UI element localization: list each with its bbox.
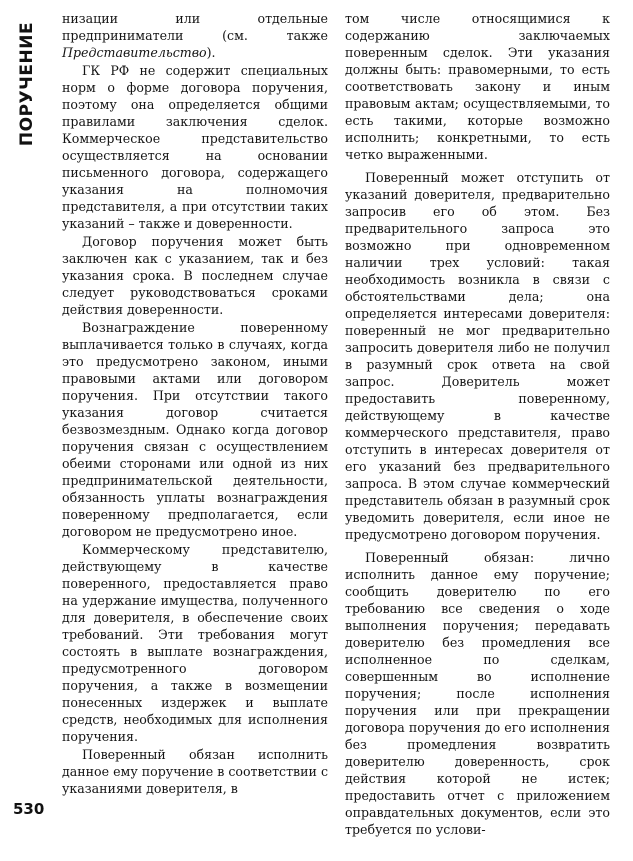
- page-number: 530: [13, 800, 45, 818]
- section-header-text: ПОРУЧЕНИЕ: [17, 21, 38, 147]
- paragraph-left-6: Поверенный обязан исполнить данное ему поручение в соответствии с указаниями доверителя, в: [62, 747, 328, 796]
- paragraph-text: низации или отдельные предприниматели (см. также: [62, 11, 328, 43]
- paragraph-left-1: [62, 10, 328, 61]
- paragraph-left-2: ГК РФ не содержит специальных норм о форме договора поручения, поэтому она определяется общими правилами заключения сделок. Коммерческое представительство осуществляется на основании письменного договора, содержащего указания на полномочия представителя, а при отсутствии таких указаний – также и доверенности.: [62, 63, 328, 231]
- paragraph-left-4: Вознаграждение поверенному выплачивается только в случаях, когда это предусмотрено законом, иными правовыми актами или договором поручения. При отсутствии такого указания договор считается безвозмездным. Однако когда договор поручения связан с осуществлением обеими сторонами или одной из них предпринимательской деятельности, обязанность уплаты вознаграждения поверенному предполагается, если договором не предусмотрено иное.: [62, 320, 328, 539]
- right-column: [345, 10, 610, 838]
- left-column: [62, 10, 328, 797]
- paragraph-right-2: Поверенный может отступить от указаний доверителя, предварительно запросив его об этом. Без предварительного запроса это возможно при одновременном наличии трех условий: такая необходимость возникла в связи с обстоятельствами дела; она определяется интересами доверителя: поверенный не мог предварительно запросить доверителя либо не получил в разумный срок ответа на свой запрос. Доверитель может предоставить поверенному, действующему в качестве коммерческого представителя, право отступить в интересах доверителя от его указаний без предварительного запроса. В этом случае коммерческий представитель обязан в разумный срок уведомить доверителя, если иное не предусмотрено договором поручения.: [345, 170, 610, 542]
- paragraph-right-1: том числе относящимися к содержанию заключаемых поверенным сделок. Эти указания должны быть: правомерными, то есть соответствовать закону и иным правовым актам; осуществляемыми, то есть такими, которые возможно исполнить; конкретными, то есть четко выраженными.: [345, 11, 610, 162]
- paragraph-left-5: Коммерческому представителю, действующему в качестве поверенного, предоставляется право на удержание имущества, полученного для доверителя, в обеспечение своих требований. Эти требования могут состоять в выплате вознаграждения, предусмотренного договором поручения, а также в возмещении понесенных издержек и выплате средств, необходимых для исполнения поручения.: [62, 542, 328, 744]
- paragraph-left-3: Договор поручения может быть заключен как с указанием, так и без указания срока. В последнем случае следует руководствоваться сроками действия доверенности.: [62, 234, 328, 317]
- paragraph-text: ).: [206, 45, 216, 60]
- paragraph-right-3: Поверенный обязан: лично исполнить данное ему поручение; сообщить доверителю по его требованию все сведения о ходе выполнения поручения; передавать доверителю без промедления все исполненное по сделкам, совершенным во исполнение поручения; после исполнения поручения или при прекращении договора поручения до его исполнения без промедления возвратить доверителю доверенность, срок действия которой не истек; предоставить отчет с приложением оправдательных документов, если это требуется по услови-: [345, 550, 610, 837]
- section-header-vertical: [14, 14, 40, 154]
- cross-reference-italic: Представительство: [62, 45, 207, 60]
